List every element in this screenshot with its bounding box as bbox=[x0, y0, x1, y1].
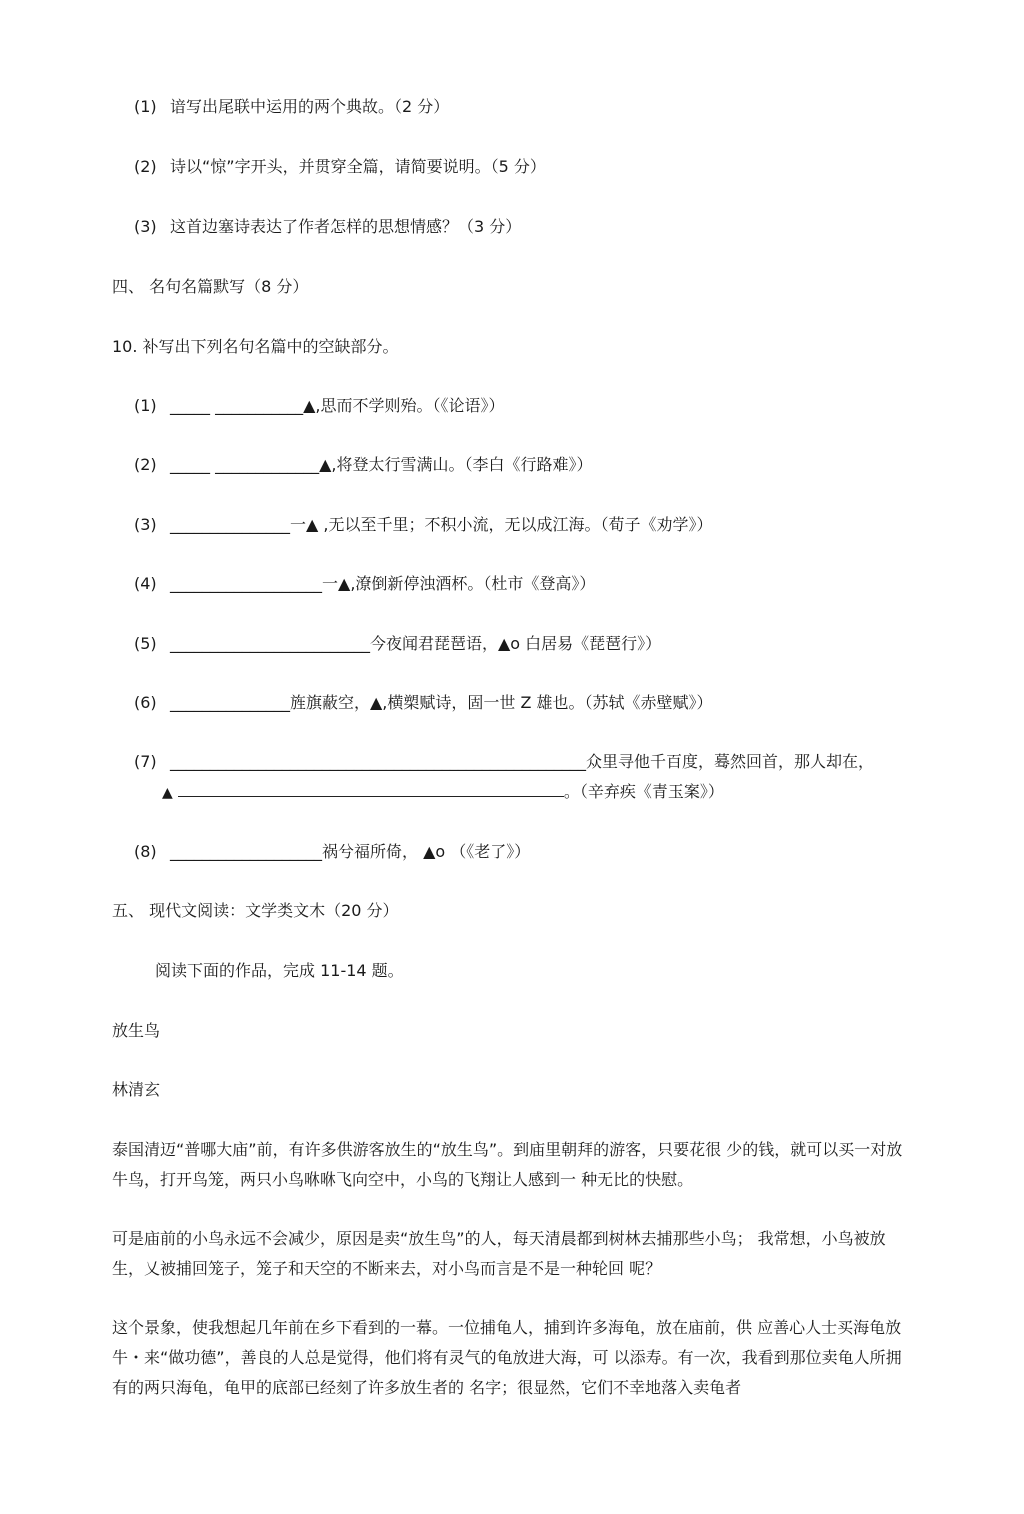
item-text: 诗以“惊”字开头，并贯穿全篇，请简要说明。（5 分） bbox=[170, 157, 546, 176]
item-text: 今夜闻君琵琶语，▲o 白居易《琵琶行》） bbox=[370, 634, 662, 653]
item-number: (5) bbox=[134, 634, 157, 653]
article-paragraph: 泰国清迈“普哪大庙”前，有许多供游客放生的“放生鸟”。到庙里朝拜的游客，只要花很 少的钱，就可以买一对放牛鸟，打开鸟笼，两只小鸟咻咻飞向空中，小鸟的飞翔让人感到一 种无比的快慰。 bbox=[112, 1140, 903, 1189]
section-heading: 五、 现代文阅读：文学类文木（20 分） bbox=[112, 901, 399, 920]
reading-instruction: 阅读下面的作品，完成 11-14 题。 bbox=[155, 961, 404, 980]
item-number: (6) bbox=[134, 693, 157, 712]
answer-underline bbox=[178, 782, 564, 797]
item-text: 祸兮福所倚， ▲o （《老了》） bbox=[322, 842, 531, 861]
blank-line: ___________________ bbox=[170, 842, 322, 861]
fill-item-continuation bbox=[162, 782, 724, 803]
blank-line: _____ ___________▲ bbox=[170, 396, 316, 415]
blank-line: _________________________ bbox=[170, 634, 370, 653]
item-text: 。（辛弃疾《青玉案》） bbox=[563, 782, 724, 801]
fill-item bbox=[134, 752, 874, 772]
fill-item bbox=[134, 574, 595, 594]
article-paragraph: 这个景象，使我想起几年前在乡下看到的一幕。一位捕龟人，捕到许多海龟，放在庙前，供 应善心人士买海龟放牛・来“做功德”，善良的人总是觉得，他们将有灵气的龟放进大海，可 以添寿。有一次，我看到那位卖龟人所拥有的两只海龟，龟甲的底部已经刻了许多放生者的 名字；很显然，它们不幸地落入卖龟者 bbox=[112, 1318, 902, 1397]
question-item bbox=[134, 97, 449, 117]
item-number: (1) bbox=[134, 396, 157, 415]
item-number: (1) bbox=[134, 97, 157, 116]
fill-item bbox=[134, 455, 592, 475]
item-number: (8) bbox=[134, 842, 157, 861]
fill-item bbox=[134, 693, 713, 713]
fill-item bbox=[134, 396, 504, 416]
fill-item bbox=[134, 634, 661, 654]
triangle-marker: ▲ bbox=[162, 785, 173, 801]
fill-item bbox=[134, 515, 713, 535]
blank-line: _____ _____________▲ bbox=[170, 455, 332, 474]
fill-item bbox=[134, 842, 530, 862]
blank-line: _______________ bbox=[170, 693, 290, 712]
item-number: (2) bbox=[134, 455, 157, 474]
item-text: ,潦倒新停浊酒杯。（杜市《登高》） bbox=[350, 574, 596, 593]
section-heading: 四、 名句名篇默写（8 分） bbox=[112, 277, 309, 296]
item-text: 旌旗蔽空，▲,横槊赋诗，固一世 Z 雄也。（苏轼《赤壁赋》） bbox=[290, 693, 713, 712]
item-text: 众里寻他千百度，蓦然回首，那人却在， bbox=[586, 752, 875, 771]
item-text: ,无以至千里；不积小流，无以成江海。（荀子《劝学》） bbox=[318, 515, 713, 534]
question-stem: 10. 补写出下列名句名篇中的空缺部分。 bbox=[112, 337, 399, 356]
item-number: (3) bbox=[134, 515, 157, 534]
blank-line: _______________一▲ bbox=[170, 515, 319, 534]
article-author: 林清玄 bbox=[112, 1080, 161, 1099]
blank-line: ___________________一▲ bbox=[170, 574, 351, 593]
item-text: ,思而不学则殆。（《论语》） bbox=[315, 396, 505, 415]
item-number: (3) bbox=[134, 217, 157, 236]
item-text: 这首边塞诗表达了作者怎样的思想情感？（3 分） bbox=[170, 217, 522, 236]
item-text: 谙写出尾联中运用的两个典故。（2 分） bbox=[170, 97, 450, 116]
article-paragraph: 可是庙前的小鸟永远不会减少，原因是卖“放生鸟”的人，每天清晨都到树林去捕那些小鸟； 我常想，小鸟被放生，乂被捕回笼子，笼子和天空的不断来去，对小鸟而言是不是一种轮回 呢？ bbox=[112, 1229, 886, 1278]
question-item bbox=[134, 217, 521, 237]
item-text: ,将登太行雪满山。（李白《行路难》） bbox=[331, 455, 593, 474]
article-title: 放生鸟 bbox=[112, 1021, 161, 1040]
item-number: (7) bbox=[134, 752, 157, 771]
question-item bbox=[134, 157, 546, 177]
item-number: (4) bbox=[134, 574, 157, 593]
item-number: (2) bbox=[134, 157, 157, 176]
blank-line: ____________________________________________________ bbox=[170, 752, 586, 771]
